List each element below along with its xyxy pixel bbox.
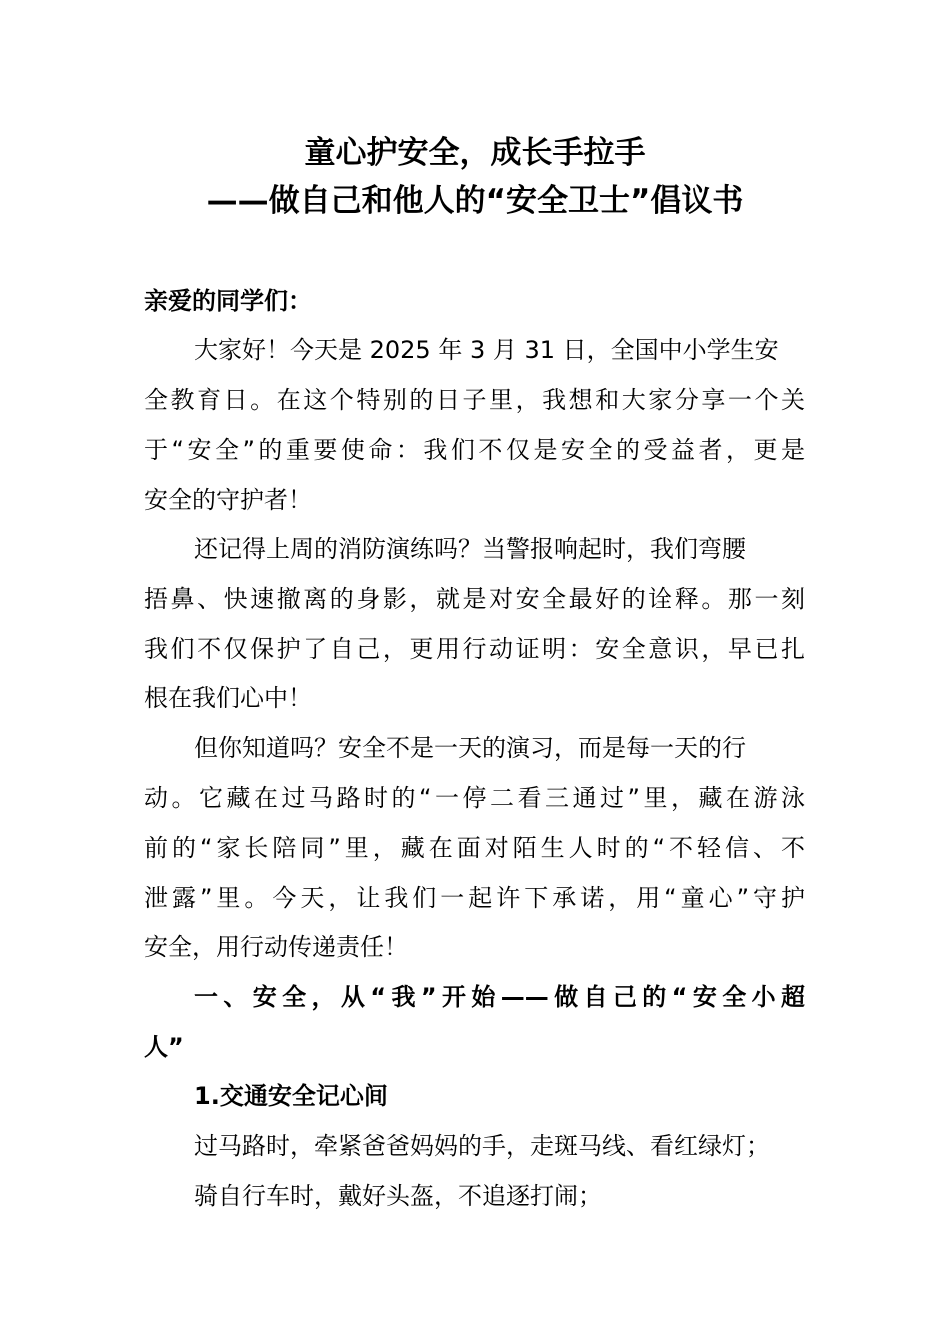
list-item: 骑自行车时，戴好头盔，不追逐打闹； <box>194 1182 602 1210</box>
paragraph-1-line-2: 全教育日。在这个特别的日子里，我想和大家分享一个关 <box>144 386 805 414</box>
paragraph-2-line-4: 根在我们心中！ <box>144 684 312 712</box>
paragraph-3-line-5: 安全，用行动传递责任！ <box>144 933 408 961</box>
section-heading-line-2: 人” <box>144 1033 184 1061</box>
document-subtitle: ——做自己和他人的“安全卫士”倡议书 <box>206 183 744 219</box>
document-title: 童心护安全，成长手拉手 <box>304 135 646 171</box>
salutation: 亲爱的同学们： <box>144 287 312 315</box>
list-item: 过马路时，牵紧爸爸妈妈的手，走斑马线、看红绿灯； <box>194 1132 770 1160</box>
subsection-heading: 1.交通安全记心间 <box>194 1082 388 1110</box>
paragraph-3-line-4: 泄露”里。今天，让我们一起许下承诺，用“童心”守护 <box>144 884 805 912</box>
paragraph-2-line-2: 捂鼻、快速撤离的身影，就是对安全最好的诠释。那一刻 <box>144 585 805 613</box>
paragraph-2-line-3: 我们不仅保护了自己，更用行动证明：安全意识，早已扎 <box>144 635 805 663</box>
paragraph-3-line-2: 动。它藏在过马路时的“一停二看三通过”里，藏在游泳 <box>144 784 805 812</box>
paragraph-1-line-4: 安全的守护者！ <box>144 486 312 514</box>
paragraph-1-line-3: 于“安全”的重要使命：我们不仅是安全的受益者，更是 <box>144 436 805 464</box>
paragraph-3-line-1: 但你知道吗？安全不是一天的演习，而是每一天的行 <box>194 734 746 762</box>
section-heading-line-1: 一、安全，从“我”开始——做自己的“安全小超 <box>194 983 805 1011</box>
paragraph-3-line-3: 前的“家长陪同”里，藏在面对陌生人时的“不轻信、不 <box>144 834 805 862</box>
paragraph-2-line-1: 还记得上周的消防演练吗？当警报响起时，我们弯腰 <box>194 535 746 563</box>
paragraph-1-line-1: 大家好！今天是 2025 年 3 月 31 日，全国中小学生安 <box>194 336 779 364</box>
